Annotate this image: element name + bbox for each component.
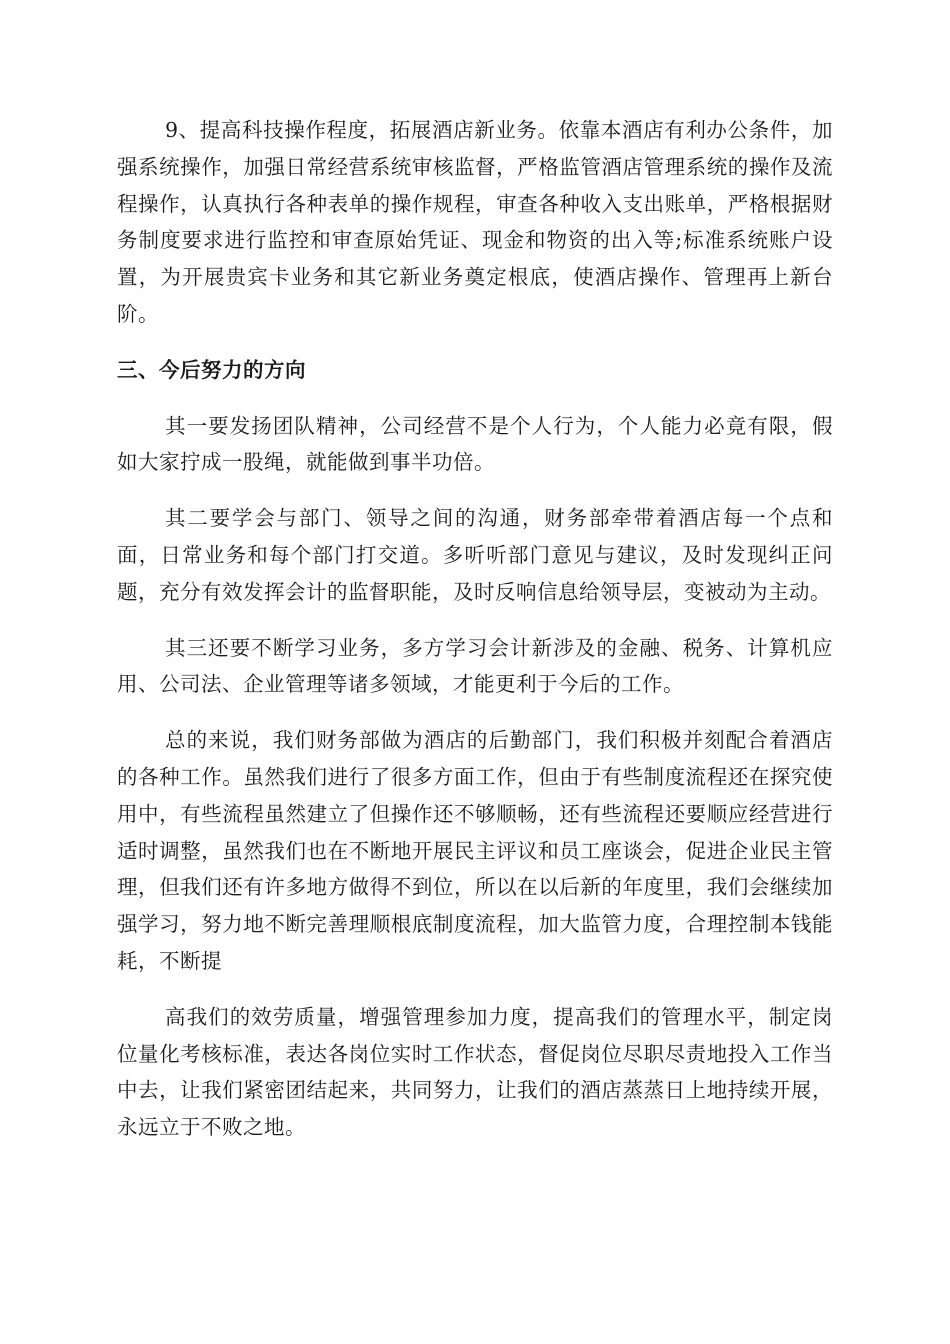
document-body xyxy=(117,112,833,1165)
section-heading: 三、今后努力的方向 xyxy=(117,357,306,382)
paragraph-summary: 总的来说，我们财务部做为酒店的后勤部门，我们积极并刻配合着酒店的各种工作。虽然我们进行了很多方面工作，但由于有些制度流程还在探究使用中，有些流程虽然建立了但操作还不够顺畅，还有些流程还要顺应经营进行适时调整，虽然我们也在不断地开展民主评议和员工座谈会，促进企业民主管理，但我们还有许多地方做得不到位，所以在以后新的年度里，我们会继续加强学习，努力地不断完善理顺根底制度流程，加大监管力度，合理控制本钱能耗，不断提 xyxy=(117,728,833,973)
paragraph-conclusion: 高我们的效劳质量，增强管理参加力度，提高我们的管理水平，制定岗位量化考核标准，表达各岗位实时工作状态，督促岗位尽职尽责地投入工作当中去，让我们紧密团结起来，共同努力，让我们的酒店蒸蒸日上地持续开展，永远立于不败之地。 xyxy=(117,1004,833,1140)
paragraph-learning: 其三还要不断学习业务，多方学习会计新涉及的金融、税务、计算机应用、公司法、企业管理等诸多领域，才能更利于今后的工作。 xyxy=(117,635,833,697)
paragraph-communication: 其二要学会与部门、领导之间的沟通，财务部牵带着酒店每一个点和面，日常业务和每个部门打交道。多听听部门意见与建议，及时发现纠正问题，充分有效发挥会计的监督职能，及时反响信息给领导层，变被动为主动。 xyxy=(117,506,833,604)
paragraph-teamwork: 其一要发扬团队精神，公司经营不是个人行为，个人能力必竟有限，假如大家拧成一股绳，就能做到事半功倍。 xyxy=(117,413,833,475)
paragraph-item-9: 9、提高科技操作程度，拓展酒店新业务。依靠本酒店有利办公条件，加强系统操作，加强日常经营系统审核监督，严格监管酒店管理系统的操作及流程操作，认真执行各种表单的操作规程，审查各种收入支出账单，严格根据财务制度要求进行监控和审查原始凭证、现金和物资的出入等;标准系统账户设置，为开展贵宾卡业务和其它新业务奠定根底，使酒店操作、管理再上新台阶。 xyxy=(117,118,833,326)
